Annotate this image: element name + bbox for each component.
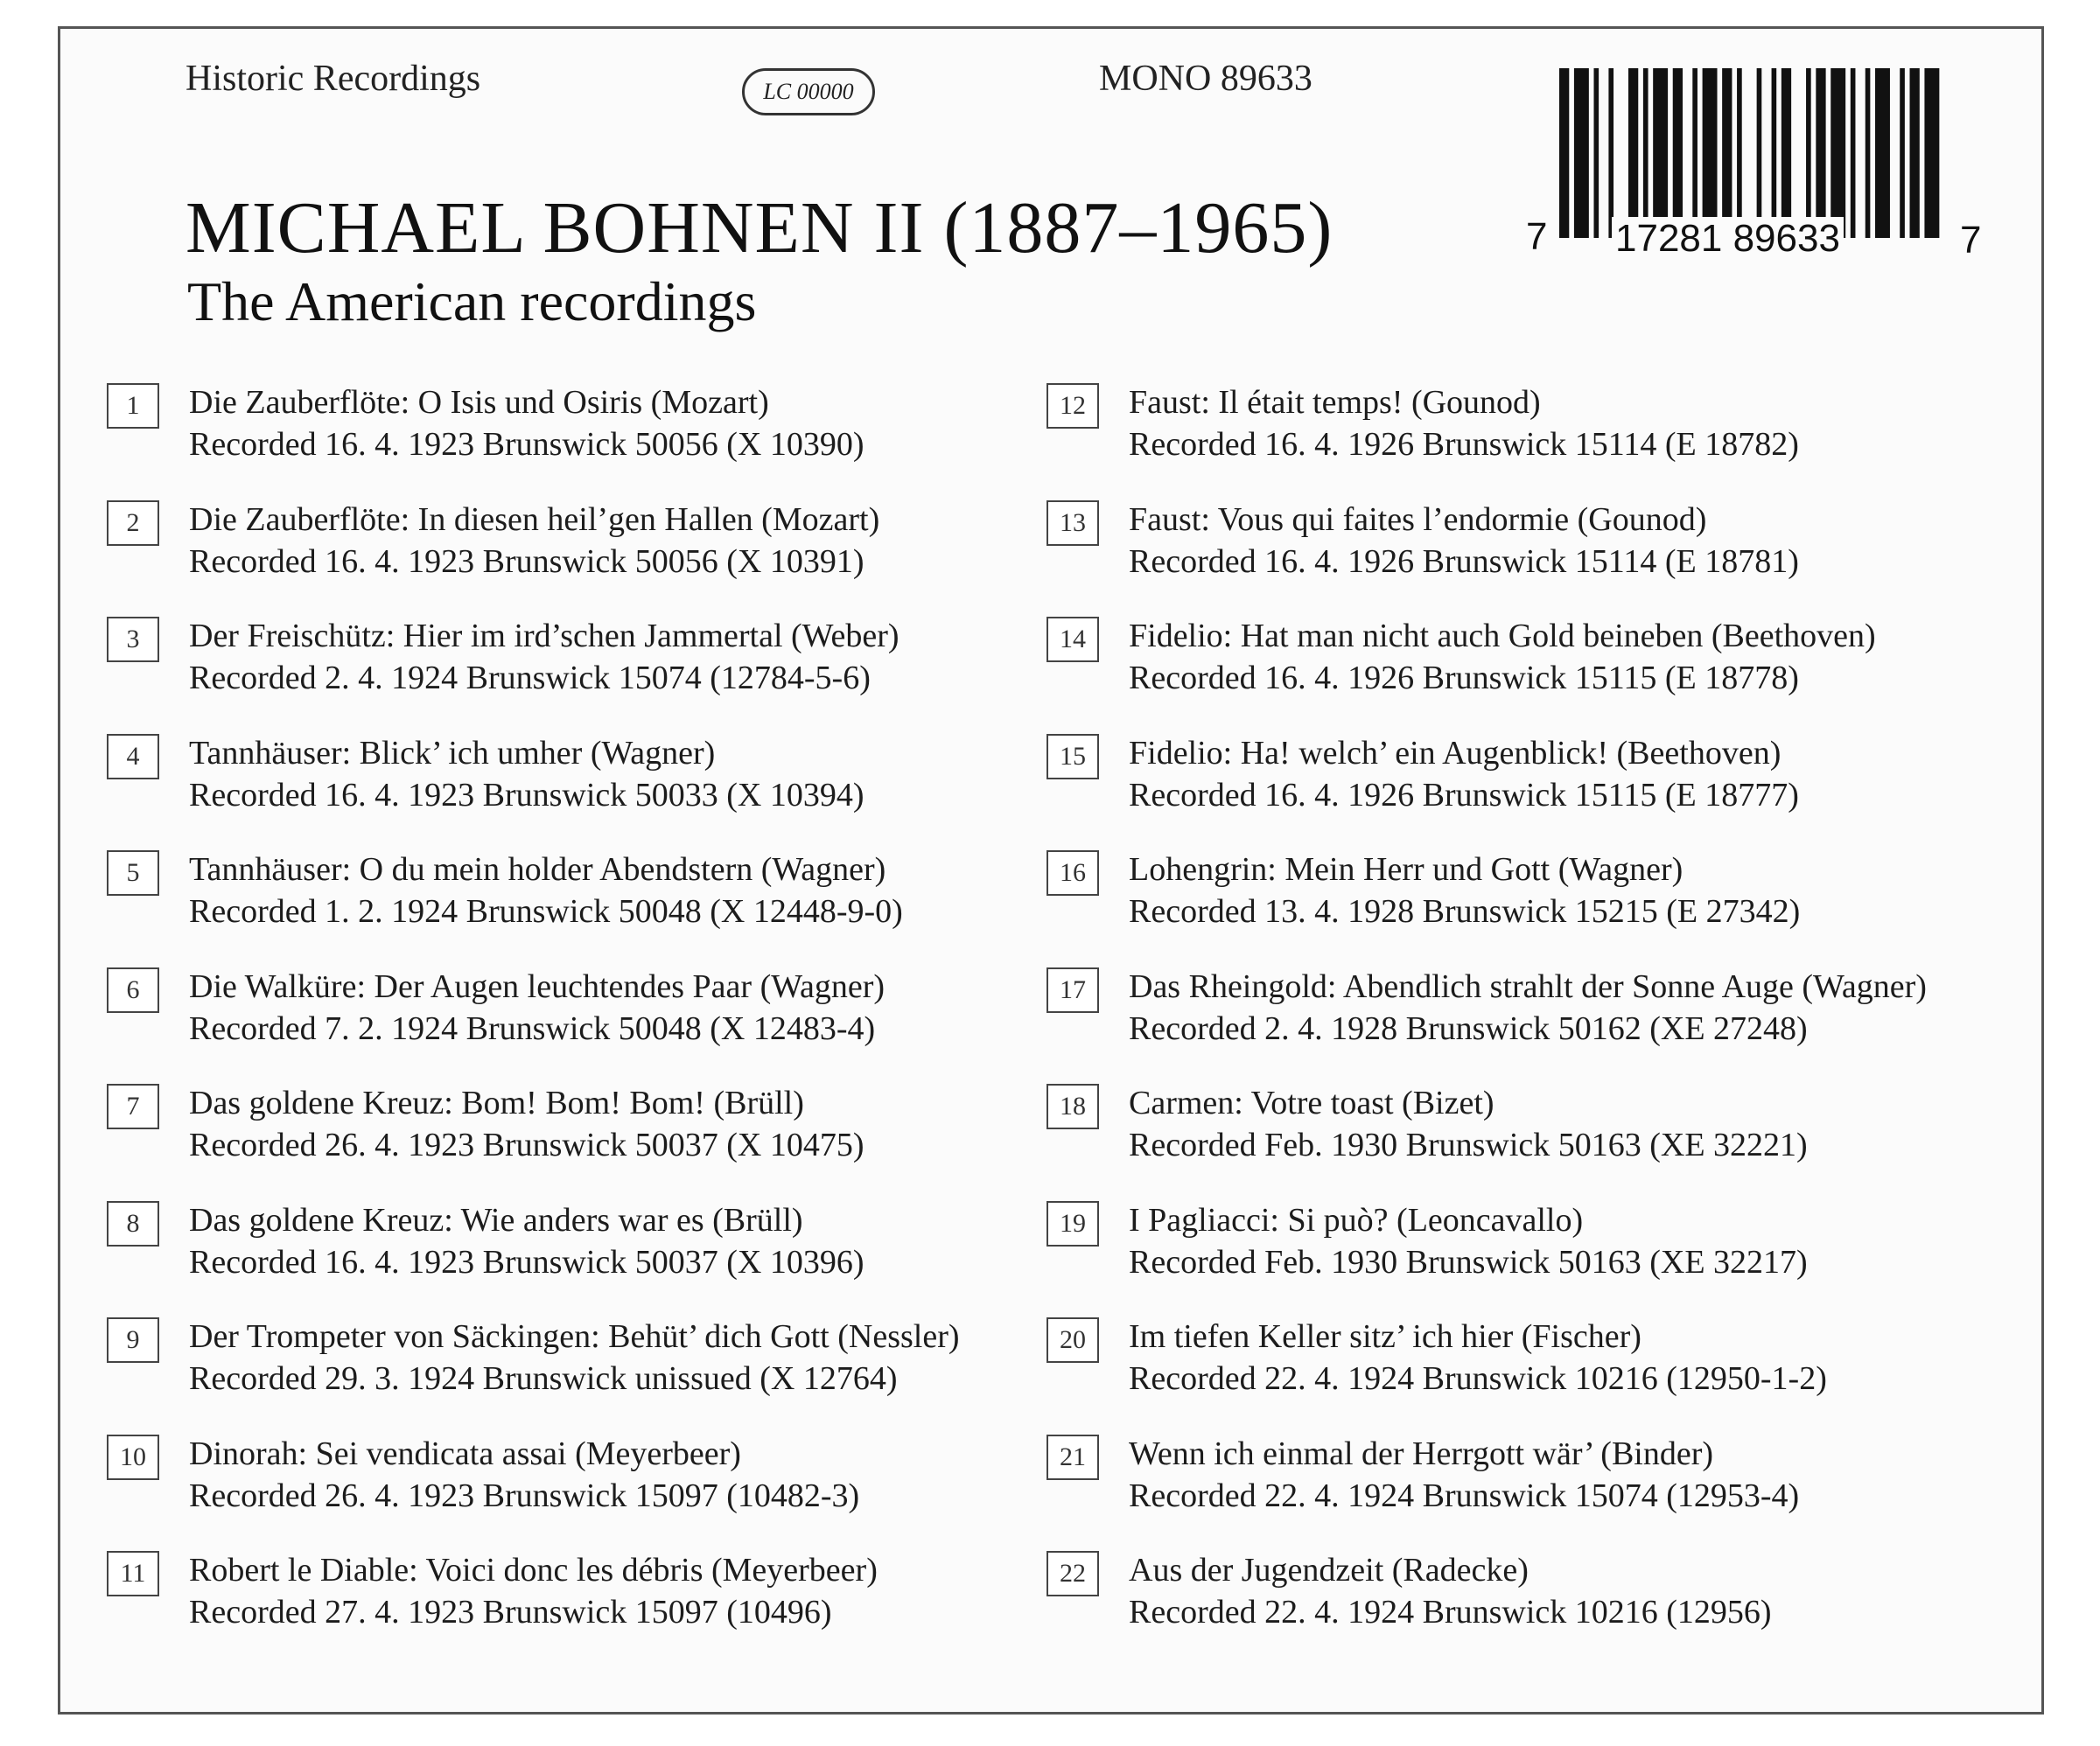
track-recording-info: Recorded 16. 4. 1926 Brunswick 15114 (E 18782) (1129, 426, 1799, 463)
track-title: Lohengrin: Mein Herr und Gott (Wagner) (1129, 851, 1684, 888)
track-recording-info: Recorded 7. 2. 1924 Brunswick 50048 (X 12483-4) (189, 1009, 876, 1047)
track-recording-info: Recorded 2. 4. 1928 Brunswick 50162 (XE 27248) (1129, 1009, 1808, 1047)
track-number: 15 (1046, 734, 1099, 779)
track-number: 20 (1046, 1317, 1099, 1363)
barcode-bar (1643, 68, 1648, 238)
label-code-logo: LC 00000 (742, 68, 875, 115)
track-number: 10 (107, 1435, 159, 1480)
barcode-bar (1900, 68, 1905, 238)
track-recording-info: Recorded 16. 4. 1923 Brunswick 50056 (X 10390) (189, 426, 864, 463)
barcode-bar (1737, 68, 1742, 238)
track-title: Aus der Jugendzeit (Radecke) (1129, 1552, 1529, 1589)
track-number: 13 (1046, 500, 1099, 546)
track-title: Tannhäuser: Blick’ ich umher (Wagner) (189, 734, 716, 772)
track-recording-info: Recorded 22. 4. 1924 Brunswick 10216 (12956) (1129, 1594, 1772, 1631)
barcode-bar (1757, 68, 1762, 238)
track-title: Im tiefen Keller sitz’ ich hier (Fischer) (1129, 1318, 1642, 1355)
barcode-bar (1593, 68, 1599, 238)
barcode-bar (1910, 68, 1920, 238)
track-title: Tannhäuser: O du mein holder Abendstern (Wagner) (189, 851, 886, 888)
track-number: 11 (107, 1551, 159, 1596)
track-title: Fidelio: Ha! welch’ ein Augenblick! (Beethoven) (1129, 734, 1782, 772)
track-recording-info: Recorded 2. 4. 1924 Brunswick 15074 (12784-5-6) (189, 660, 871, 696)
barcode-bar (1559, 68, 1569, 238)
barcode-bar (1875, 68, 1890, 238)
barcode-bar (1816, 68, 1825, 238)
track-number: 7 (107, 1084, 159, 1129)
track-recording-info: Recorded 16. 4. 1926 Brunswick 15114 (E 18781) (1129, 542, 1799, 580)
track-recording-info: Recorded 16. 4. 1923 Brunswick 50056 (X 10391) (189, 542, 864, 580)
barcode-bar (1574, 68, 1589, 238)
track-title: Die Zauberflöte: O Isis und Osiris (Mozart) (189, 384, 769, 421)
track-title: Das Rheingold: Abendlich strahlt der Sonne Auge (Wagner) (1129, 967, 1927, 1005)
track-number: 19 (1046, 1201, 1099, 1247)
series-label: Historic Recordings (186, 59, 481, 99)
track-title: Das goldene Kreuz: Bom! Bom! Bom! (Brüll) (189, 1085, 804, 1121)
track-number: 9 (107, 1317, 159, 1363)
track-title: Faust: Il était temps! (Gounod) (1129, 384, 1541, 421)
track-title: Faust: Vous qui faites l’endormie (Gounod) (1129, 500, 1707, 538)
track-recording-info: Recorded 16. 4. 1926 Brunswick 15115 (E 18777) (1129, 776, 1799, 814)
barcode-bar (1924, 68, 1939, 238)
barcode-bar (1673, 68, 1683, 238)
track-recording-info: Recorded Feb. 1930 Brunswick 50163 (XE 32217) (1129, 1243, 1808, 1281)
album-subtitle: The American recordings (187, 270, 757, 332)
track-recording-info: Recorded 16. 4. 1926 Brunswick 15115 (E 18778) (1129, 660, 1799, 696)
barcode-bar (1772, 68, 1777, 238)
track-recording-info: Recorded 22. 4. 1924 Brunswick 10216 (12950-1-2) (1129, 1360, 1827, 1397)
track-number: 3 (107, 617, 159, 662)
barcode-bar (1608, 68, 1614, 238)
track-number: 4 (107, 734, 159, 779)
track-title: Das goldene Kreuz: Wie anders war es (Brüll) (189, 1201, 803, 1239)
barcode-bar (1692, 68, 1698, 238)
track-recording-info: Recorded 27. 4. 1923 Brunswick 15097 (10496) (189, 1594, 832, 1631)
track-recording-info: Recorded 22. 4. 1924 Brunswick 15074 (12953-4) (1129, 1477, 1800, 1514)
barcode-bar (1830, 68, 1845, 238)
track-number: 17 (1046, 967, 1099, 1013)
track-recording-info: Recorded 1. 2. 1924 Brunswick 50048 (X 12448-9-0) (189, 893, 903, 930)
track-title: Der Trompeter von Säckingen: Behüt’ dich Gott (Nessler) (189, 1318, 960, 1355)
barcode-bar (1851, 68, 1856, 238)
track-number: 12 (1046, 383, 1099, 429)
track-number: 8 (107, 1201, 159, 1247)
catalog-number: MONO 89633 (1099, 59, 1312, 99)
track-title: I Pagliacci: Si può? (Leoncavallo) (1129, 1201, 1584, 1239)
track-number: 22 (1046, 1551, 1099, 1596)
track-number: 5 (107, 850, 159, 896)
track-number: 18 (1046, 1084, 1099, 1129)
track-title: Wenn ich einmal der Herrgott wär’ (Binder) (1129, 1435, 1714, 1472)
barcode-bar (1628, 68, 1638, 238)
track-recording-info: Recorded 29. 3. 1924 Brunswick unissued (X 12764) (189, 1360, 898, 1397)
barcode (1559, 68, 1944, 238)
album-title: MICHAEL BOHNEN II (1887–1965) (186, 187, 1334, 269)
track-number: 1 (107, 383, 159, 429)
track-number: 14 (1046, 617, 1099, 662)
barcode-bar (1806, 68, 1811, 238)
barcode-bar (1653, 68, 1668, 238)
track-recording-info: Recorded 26. 4. 1923 Brunswick 50037 (X 10475) (189, 1127, 864, 1163)
track-title: Dinorah: Sei vendicata assai (Meyerbeer) (189, 1435, 741, 1472)
track-title: Carmen: Votre toast (Bizet) (1129, 1085, 1494, 1121)
track-recording-info: Recorded 13. 4. 1928 Brunswick 15215 (E 27342) (1129, 893, 1801, 930)
track-title: Der Freischütz: Hier im ird’schen Jammertal (Weber) (189, 618, 900, 654)
track-title: Die Walküre: Der Augen leuchtendes Paar (Wagner) (189, 967, 886, 1005)
track-title: Fidelio: Hat man nicht auch Gold beineben (Beethoven) (1129, 618, 1876, 654)
barcode-bar (1722, 68, 1732, 238)
track-title: Robert le Diable: Voici donc les débris (Meyerbeer) (189, 1552, 878, 1589)
barcode-digits: 17281 89633 (1612, 217, 1844, 261)
track-number: 6 (107, 967, 159, 1013)
barcode-bar (1782, 68, 1791, 238)
track-number: 2 (107, 500, 159, 546)
barcode-bar (1703, 68, 1718, 238)
track-recording-info: Recorded 26. 4. 1923 Brunswick 15097 (10482-3) (189, 1477, 860, 1514)
track-recording-info: Recorded 16. 4. 1923 Brunswick 50037 (X 10396) (189, 1243, 864, 1281)
track-recording-info: Recorded 16. 4. 1923 Brunswick 50033 (X 10394) (189, 776, 864, 814)
track-recording-info: Recorded Feb. 1930 Brunswick 50163 (XE 32221) (1129, 1127, 1808, 1163)
track-number: 21 (1046, 1435, 1099, 1480)
track-title: Die Zauberflöte: In diesen heil’gen Hallen (Mozart) (189, 500, 880, 538)
barcode-digit-right: 7 (1956, 219, 1984, 262)
barcode-bar (1866, 68, 1871, 238)
track-number: 16 (1046, 850, 1099, 896)
barcode-digit-left: 7 (1522, 215, 1550, 259)
